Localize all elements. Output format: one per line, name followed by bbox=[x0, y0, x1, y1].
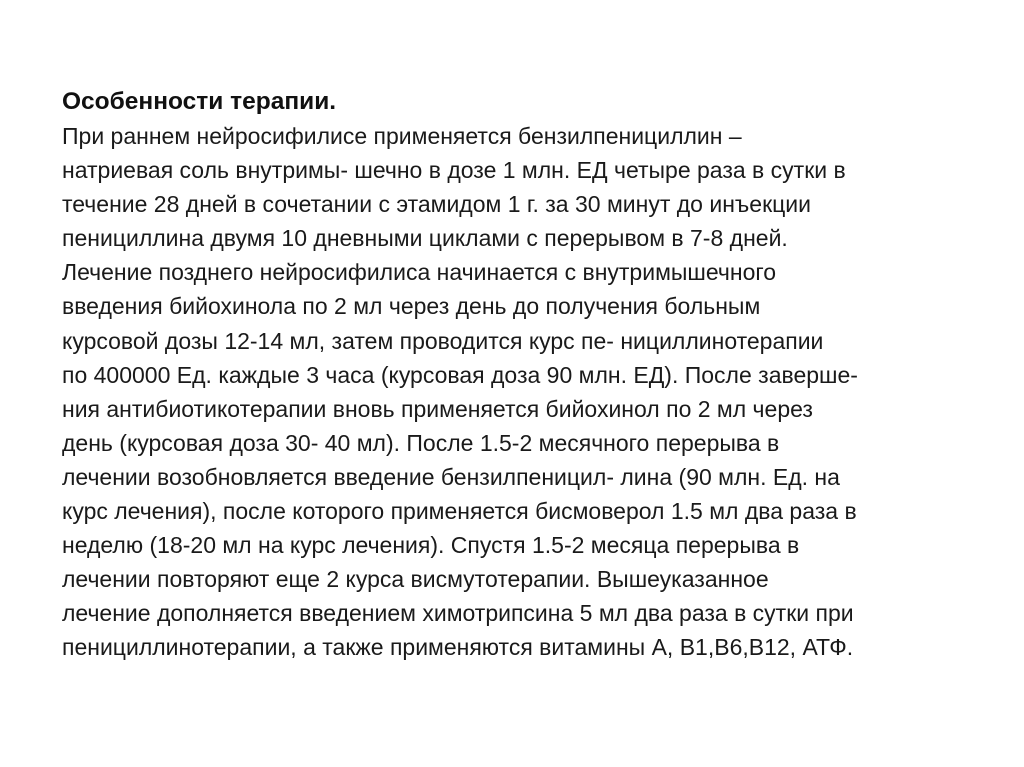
body-line: лечение дополняется введением химотрипсина 5 мл два раза в сутки при bbox=[62, 600, 854, 627]
body-line: по 400000 Ед. каждые 3 часа (курсовая доза 90 млн. ЕД). После заверше- bbox=[62, 361, 858, 388]
slide-content bbox=[62, 85, 982, 665]
body-line: натриевая соль внутримы- шечно в дозе 1 млн. ЕД четыре раза в сутки в bbox=[62, 157, 846, 184]
body-line: курс лечения), после которого применяется бисмоверол 1.5 мл два раза в bbox=[62, 498, 857, 525]
body-line: неделю (18-20 мл на курс лечения). Спустя 1.5-2 месяца перерыва в bbox=[62, 532, 800, 559]
body-line: пенициллина двумя 10 дневными циклами с перерывом в 7-8 дней. bbox=[62, 225, 788, 252]
body-line: день (курсовая доза 30- 40 мл). После 1.5-2 месячного перерыва в bbox=[62, 429, 780, 456]
slide-title: Особенности терапии. bbox=[62, 88, 337, 115]
body-line: течение 28 дней в сочетании с этамидом 1 г. за 30 минут до инъекции bbox=[62, 191, 811, 218]
body-line: Лечение позднего нейросифилиса начинается с внутримышечного bbox=[62, 259, 777, 286]
body-line: ния антибиотикотерапии вновь применяется бийохинол по 2 мл через bbox=[62, 395, 813, 422]
body-line: введения бийохинола по 2 мл через день до получения больным bbox=[62, 293, 761, 320]
body-line: пенициллинотерапии, а также применяются витамины А, В1,В6,В12, АТФ. bbox=[62, 634, 854, 661]
body-line: курсовой дозы 12-14 мл, затем проводится курс пе- нициллинотерапии bbox=[62, 327, 824, 354]
body-line: лечении повторяют еще 2 курса висмутотерапии. Вышеуказанное bbox=[62, 566, 769, 593]
body-line: При раннем нейросифилисе применяется бензилпенициллин – bbox=[62, 123, 742, 149]
body-line: лечении возобновляется введение бензилпеницил- лина (90 млн. Ед. на bbox=[62, 463, 840, 490]
